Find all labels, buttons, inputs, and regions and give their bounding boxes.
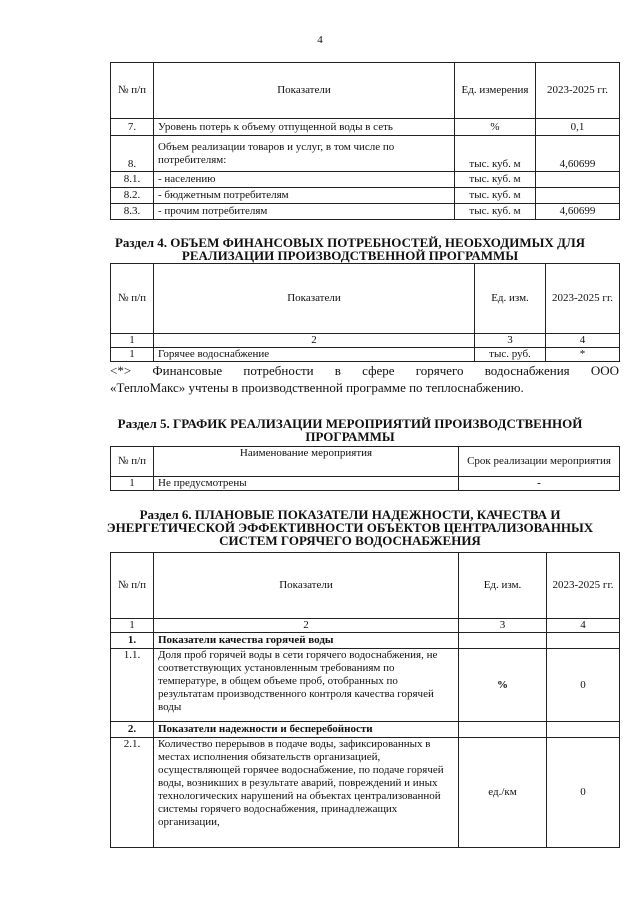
row-indicator: Объем реализации товаров и услуг, в том числе по потребителям: [154, 136, 455, 172]
section4-title [80, 236, 620, 262]
table-row [111, 348, 620, 362]
section6-title [80, 508, 620, 547]
group-title: Показатели надежности и бесперебойности [154, 722, 459, 738]
header-period: 2023-2025 гг. [547, 553, 620, 619]
footnote [110, 362, 619, 396]
row-value: * [546, 348, 620, 362]
table-header-row [111, 264, 620, 334]
header-num: № п/п [111, 447, 154, 477]
row-indicator: - населению [154, 172, 455, 188]
row-indicator: - прочим потребителям [154, 204, 455, 220]
row-indicator: Доля проб горячей воды в сети горячего водоснабжения, не соответствующих установленным требованиям по температуре, в общем объеме проб, отобранных по результатам производственного контроля качества горячей воды [154, 649, 459, 722]
table-row [111, 738, 620, 848]
group-num: 2. [111, 722, 154, 738]
row-num: 2.1. [111, 738, 154, 848]
column-numbers-row [111, 619, 620, 633]
column-numbers-row [111, 334, 620, 348]
table-header-row [111, 553, 620, 619]
row-indicator: - бюджетным потребителям [154, 188, 455, 204]
header-indicator: Показатели [154, 264, 475, 334]
row-num: 8.3. [111, 204, 154, 220]
table-header-row [111, 447, 620, 477]
group-row [111, 722, 620, 738]
row-num: 8. [111, 136, 154, 172]
table-row [111, 172, 620, 188]
table-row [111, 188, 620, 204]
row-unit: % [455, 119, 536, 136]
col-number: 2 [154, 334, 475, 348]
row-value: 4,60699 [536, 136, 620, 172]
row-value [536, 172, 620, 188]
col-number: 4 [547, 619, 620, 633]
footnote-line2: «ТеплоМакс» учтены в производственной программе по теплоснабжению. [110, 380, 524, 395]
section5-title [80, 417, 620, 443]
col-number: 1 [111, 619, 154, 633]
row-num: 1.1. [111, 649, 154, 722]
table-row [111, 649, 620, 722]
table-row [111, 204, 620, 220]
empty-cell [547, 633, 620, 649]
row-num: 1 [111, 477, 154, 491]
section5-title-line2: ПРОГРАММЫ [305, 429, 395, 444]
table-row [111, 119, 620, 136]
header-unit: Ед. изм. [475, 264, 546, 334]
row-indicator: Уровень потерь к объему отпущенной воды в сеть [154, 119, 455, 136]
row-unit: % [459, 649, 547, 722]
row-term: - [459, 477, 620, 491]
empty-cell [547, 722, 620, 738]
row-unit: тыс. руб. [475, 348, 546, 362]
financial-needs-table [110, 263, 620, 362]
row-unit: тыс. куб. м [455, 136, 536, 172]
table-header-row [111, 63, 620, 119]
row-value: 0 [547, 738, 620, 848]
col-number: 2 [154, 619, 459, 633]
section6-title-line1: Раздел 6. ПЛАНОВЫЕ ПОКАЗАТЕЛИ НАДЕЖНОСТИ, КАЧЕСТВА И [139, 507, 561, 522]
page-number: 4 [317, 34, 323, 46]
table-row [111, 477, 620, 491]
table-row [111, 136, 620, 172]
group-title: Показатели качества горячей воды [154, 633, 459, 649]
footnote-line1: <*> Финансовые потребности в сфере горячего водоснабжения ООО [110, 363, 619, 378]
section6-title-line2: ЭНЕРГЕТИЧЕСКОЙ ЭФФЕКТИВНОСТИ ОБЪЕКТОВ ЦЕНТРАЛИЗОВАННЫХ [106, 520, 594, 535]
section4-title-line1: Раздел 4. ОБЪЕМ ФИНАНСОВЫХ ПОТРЕБНОСТЕЙ, НЕОБХОДИМЫХ ДЛЯ [114, 235, 586, 250]
row-value: 4,60699 [536, 204, 620, 220]
row-value [536, 188, 620, 204]
row-unit: ед./км [459, 738, 547, 848]
header-term: Срок реализации мероприятия [459, 447, 620, 477]
header-period: 2023-2025 гг. [536, 63, 620, 119]
header-indicator: Показатели [154, 63, 455, 119]
row-num: 1 [111, 348, 154, 362]
group-row [111, 633, 620, 649]
row-num: 7. [111, 119, 154, 136]
header-num: № п/п [111, 553, 154, 619]
section4-title-line2: РЕАЛИЗАЦИИ ПРОИЗВОДСТВЕННОЙ ПРОГРАММЫ [181, 248, 519, 263]
schedule-table [110, 446, 620, 491]
header-period: 2023-2025 гг. [546, 264, 620, 334]
empty-cell [459, 633, 547, 649]
row-value: 0 [547, 649, 620, 722]
row-unit: тыс. куб. м [455, 188, 536, 204]
row-value: 0,1 [536, 119, 620, 136]
col-number: 3 [459, 619, 547, 633]
col-number: 3 [475, 334, 546, 348]
group-num: 1. [111, 633, 154, 649]
row-name: Не предусмотрены [154, 477, 459, 491]
section6-title-line3: СИСТЕМ ГОРЯЧЕГО ВОДОСНАБЖЕНИЯ [219, 533, 481, 548]
header-unit: Ед. измерения [455, 63, 536, 119]
header-num: № п/п [111, 63, 154, 119]
row-indicator: Горячее водоснабжение [154, 348, 475, 362]
header-name: Наименование мероприятия [154, 447, 459, 477]
planned-indicators-table [110, 552, 620, 848]
col-number: 4 [546, 334, 620, 348]
col-number: 1 [111, 334, 154, 348]
indicators-table [110, 62, 620, 220]
row-num: 8.2. [111, 188, 154, 204]
header-indicator: Показатели [154, 553, 459, 619]
section5-title-line1: Раздел 5. ГРАФИК РЕАЛИЗАЦИИ МЕРОПРИЯТИЙ ПРОИЗВОДСТВЕННОЙ [117, 416, 583, 431]
header-unit: Ед. изм. [459, 553, 547, 619]
empty-cell [459, 722, 547, 738]
row-unit: тыс. куб. м [455, 172, 536, 188]
header-num: № п/п [111, 264, 154, 334]
row-indicator: Количество перерывов в подаче воды, зафиксированных в местах исполнения обязательств организацией, осуществляющей горячее водоснабжение, по подаче горячей воды, возникших в результате аварий, повреждений и иных технологических нарушений на объектах централизованной системы горячего водоснабжения, принадлежащих организации, [154, 738, 459, 848]
row-num: 8.1. [111, 172, 154, 188]
row-unit: тыс. куб. м [455, 204, 536, 220]
